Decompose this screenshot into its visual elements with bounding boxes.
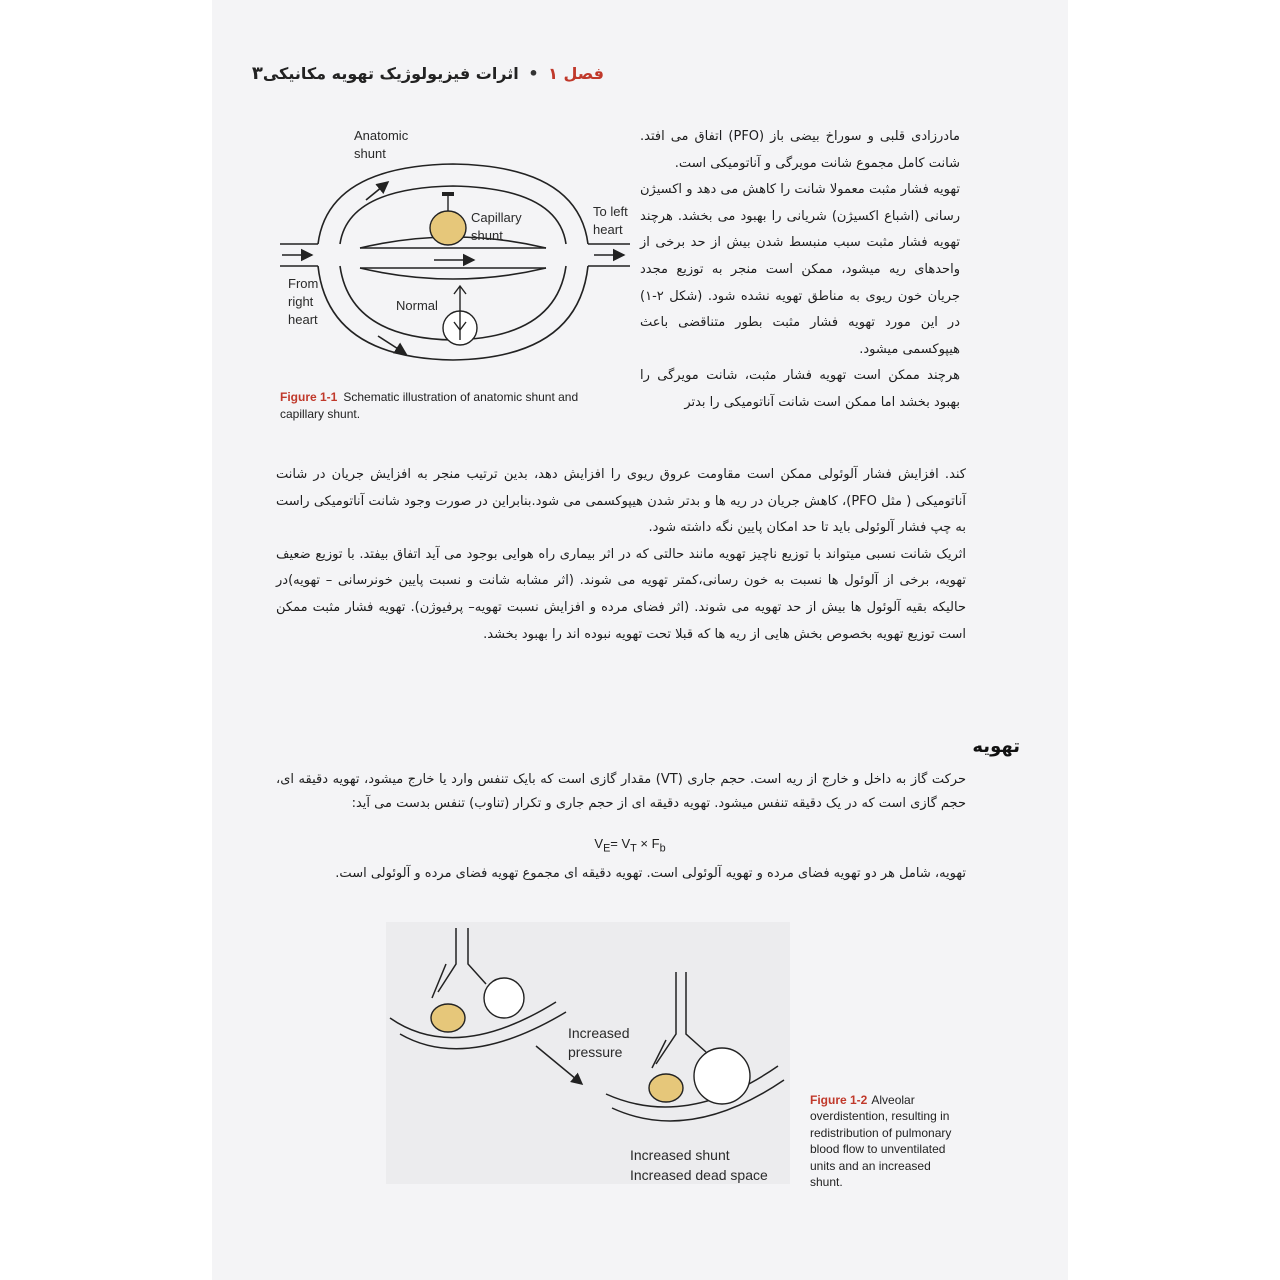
ventilation-paragraph-2: تهویه، شامل هر دو تهویه فضای مرده و تهویه آلوئولی است. تهویه دقیقه ای مجموع تهویه فضای مرده و آلوئولی است. bbox=[335, 866, 966, 881]
label-anatomic: Anatomic bbox=[354, 128, 409, 143]
figure-1-2-caption bbox=[810, 1092, 960, 1190]
left-airway bbox=[438, 928, 486, 992]
right-capillary bbox=[606, 1066, 778, 1107]
right-airway bbox=[656, 972, 706, 1064]
running-header bbox=[251, 56, 604, 90]
formula-sub-b: b bbox=[659, 842, 666, 855]
label-from-heart: heart bbox=[288, 312, 318, 327]
label-right: right bbox=[288, 294, 314, 309]
figure-1-2-diagram bbox=[386, 922, 790, 1184]
paragraph: هرچند ممکن است تهویه فشار مثبت، شانت مویرگی را بهبود بخشد اما ممکن است شانت آناتومیکی را بدتر bbox=[640, 368, 960, 410]
page-number: ۳ bbox=[251, 62, 263, 84]
label-to-left: To left bbox=[593, 204, 628, 219]
chapter-title bbox=[263, 64, 604, 83]
formula-sub-t: T bbox=[630, 842, 637, 855]
formula-times: × F bbox=[636, 836, 660, 851]
formula-sub-e: E bbox=[603, 842, 611, 855]
label-normal: Normal bbox=[396, 298, 438, 313]
capillary-alveolus bbox=[430, 211, 466, 245]
section-heading: تهویه bbox=[972, 736, 1020, 757]
label-increased-dead-space: Increased dead space bbox=[630, 1167, 768, 1183]
label-anatomic-shunt: shunt bbox=[354, 146, 386, 161]
label-to-left-heart: heart bbox=[593, 222, 623, 237]
chapter-title-text: اثرات فیزیولوژیک تهویه مکانیکی bbox=[262, 63, 519, 83]
paragraph: اثریک شانت نسبی میتواند با توزیع ناچیز تهویه مانند حالتی که در اثر بیماری راه هوایی بوجود می آید اتفاق بیفتد. با توزیع ضعیف تهویه، برخی از آلوئول ها نسبت به خون رسانی،کمتر تهویه می شوند. (اثر مشابه شانت و نسبت پایین خونرسانی – تهویه)در حالیکه بقیه آلوئول ها بیش از حد تهویه می شوند. (اثر فضای مرده و افزایش نسبت تهویه– پرفیوژن). تهویه فشار مثبت ممکن است توزیع تهویه بخصوص بخش هایی از ریه ها که قبلا تحت تهویه نبوده اند را بهبود بخشد. bbox=[276, 546, 966, 642]
right-overdistended-alveolus bbox=[694, 1048, 750, 1104]
label-pressure: pressure bbox=[568, 1044, 623, 1060]
chapter-label: فصل ۱ bbox=[548, 63, 604, 83]
label-from: From bbox=[288, 276, 319, 291]
paragraph: تهویه فشار مثبت معمولا شانت را کاهش می دهد و اکسیژن رسانی (اشباع اکسیژن) شریانی را بهبود می بخشد. هرچند تهویه فشار مثبت سبب منبسط شدن بیش از حد برخی از واحدهای ریه میشود، ممکن است منجر به توزیع مجدد جریان خون ریوی به مناطق تهویه نشده شود. (شکل ۲-۱) در این مورد تهویه فشار مثبت بطور متناقضی باعث هیپوکسمی میشود. bbox=[640, 182, 960, 357]
full-width-text bbox=[276, 462, 966, 648]
right-capillary-alveolus bbox=[649, 1074, 683, 1102]
figure-number: Figure 1-1 bbox=[280, 390, 338, 404]
left-capillary bbox=[390, 1002, 556, 1038]
left-normal-alveolus bbox=[484, 978, 524, 1018]
caption-text: Schematic illustration of anatomic shunt and capillary shunt. bbox=[280, 390, 579, 421]
ventilation-paragraph: حرکت گاز به داخل و خارج از ریه است. حجم جاری (VT) مقدار گازی است که بایک تنفس وارد یا خارج میشود، تهویه دقیقه ای، حجم گازی است که در یک دقیقه تنفس میشود. تهویه دقیقه ای از حجم جاری و تکرار (تناوب) تنفس بدست می آید: bbox=[276, 772, 967, 811]
figure-number: Figure 1-2 bbox=[810, 1093, 868, 1107]
figure-1-1-diagram bbox=[278, 126, 632, 382]
figure-1-1-caption bbox=[280, 389, 620, 423]
minute-ventilation-formula bbox=[560, 836, 700, 855]
paragraph: کند. افزایش فشار آلوئولی ممکن است مقاومت عروق ریوی را افزایش دهد، بدین ترتیب منجر به افزایش جریان در شانت آناتومیکی ( مثل PFO)، کاهش جریان در ریه ها و بدتر شدن هیپوکسمی می شود.بنابراین در صورت وجود شانت آناتومیکی راست به چپ فشار آلوئولی باید تا حد امکان پایین نگه داشته شود. bbox=[276, 467, 966, 536]
paragraph: مادرزادی قلبی و سوراخ بیضی باز (PFO) اتفاق می افتد. شانت کامل مجموع شانت مویرگی و آناتومیکی است. bbox=[640, 129, 961, 171]
label-capillary: Capillary bbox=[471, 210, 522, 225]
label-increased-shunt: Increased shunt bbox=[630, 1147, 730, 1163]
label-capillary-shunt: shunt bbox=[471, 228, 503, 243]
formula-v: V bbox=[594, 836, 604, 851]
label-increased: Increased bbox=[568, 1025, 630, 1041]
formula-eq: = V bbox=[610, 836, 631, 851]
caption-text: Alveolar overdistention, resulting in redistribution of pulmonary blood flow to unventilated units and an increased shunt. bbox=[810, 1093, 952, 1190]
left-capillary-alveolus bbox=[431, 1004, 465, 1032]
title-separator: • bbox=[528, 63, 539, 83]
right-column-text bbox=[640, 124, 960, 417]
